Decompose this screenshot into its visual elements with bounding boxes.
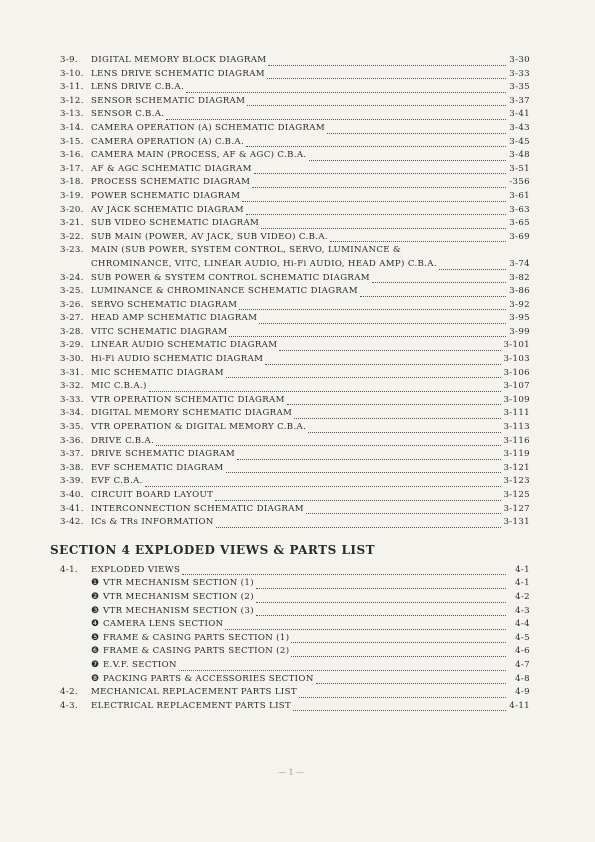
entry-number: 3-28. <box>60 326 84 337</box>
toc-entry <box>60 490 530 504</box>
entry-page: 3-119 <box>503 449 530 460</box>
toc-entry <box>60 449 530 463</box>
entry-page: 3-35 <box>509 82 530 93</box>
entry-page: 4-6 <box>515 646 530 657</box>
toc-section-4 <box>60 565 530 715</box>
entry-page: 3-43 <box>509 122 530 133</box>
toc-entry <box>60 517 530 531</box>
toc-entry <box>60 354 530 368</box>
entry-page: 3-99 <box>509 326 530 337</box>
entry-title: CHROMINANCE, VITC, LINEAR AUDIO, Hi-Fi AUDIO, HEAD AMP) C.B.A. <box>91 258 437 269</box>
entry-page: 3-48 <box>509 150 530 161</box>
toc-entry <box>60 137 530 151</box>
entry-page: 3-33 <box>509 68 530 79</box>
entry-page: 3-106 <box>503 367 530 378</box>
entry-marker: ❶ <box>91 578 100 589</box>
entry-marker: ❷ <box>91 591 100 602</box>
entry-number: 3-22. <box>60 231 84 242</box>
toc-entry <box>60 273 530 287</box>
entry-title: MECHANICAL REPLACEMENT PARTS LIST <box>91 687 297 698</box>
entry-page: 3-107 <box>503 381 530 392</box>
entry-number: 4-2. <box>60 687 78 698</box>
toc-entry <box>60 164 530 178</box>
entry-title: CAMERA OPERATION (A) C.B.A. <box>91 136 245 147</box>
entry-number: 3-9. <box>60 55 78 65</box>
entry-title: VITC SCHEMATIC DIAGRAM <box>91 326 228 337</box>
entry-marker: ❹ <box>91 619 100 630</box>
entry-number: 3-10. <box>60 68 84 79</box>
entry-page: 3-82 <box>509 272 530 283</box>
toc-entry <box>60 395 530 409</box>
entry-title: DRIVE C.B.A. <box>91 435 155 446</box>
entry-number: 3-12. <box>60 95 84 106</box>
toc-subentry <box>60 606 530 620</box>
entry-number: 3-17. <box>60 163 84 174</box>
toc-entry <box>60 218 530 232</box>
toc-entry <box>60 82 530 96</box>
entry-title: ICs & TRs INFORMATION <box>91 517 214 528</box>
entry-page: 4-2 <box>515 591 530 602</box>
toc-entry <box>60 327 530 341</box>
entry-title: SENSOR C.B.A. <box>91 109 165 120</box>
toc-entry <box>60 69 530 83</box>
toc-entry <box>60 177 530 191</box>
toc-entry <box>60 436 530 450</box>
toc-entry-3-23-line1 <box>60 245 530 259</box>
entry-page: 3-30 <box>509 55 530 65</box>
entry-page: 3-74 <box>509 258 530 269</box>
toc-entry <box>60 300 530 314</box>
entry-title: EVF SCHEMATIC DIAGRAM <box>91 462 224 473</box>
entry-page: 3-92 <box>509 299 530 310</box>
entry-title: PROCESS SCHEMATIC DIAGRAM <box>91 177 251 188</box>
toc-entry <box>60 463 530 477</box>
entry-page: 4-1 <box>515 578 530 589</box>
toc-subentry <box>60 578 530 592</box>
entry-title: CIRCUIT BOARD LAYOUT <box>91 490 214 500</box>
entry-page: 3-61 <box>509 190 530 201</box>
entry-marker: ❺ <box>91 632 100 643</box>
entry-number: 3-32. <box>60 381 84 392</box>
entry-marker: ❻ <box>91 646 100 657</box>
entry-title: VTR MECHANISM SECTION (1) <box>103 578 254 589</box>
toc-entry <box>60 565 530 579</box>
entry-page: 3-121 <box>503 462 530 473</box>
entry-number: 3-25. <box>60 286 84 297</box>
toc-subentry <box>60 660 530 674</box>
table-of-contents <box>50 55 530 714</box>
entry-number: 3-36. <box>60 435 84 446</box>
entry-page: 4-7 <box>515 659 530 670</box>
section-4-heading: SECTION 4 EXPLODED VIEWS & PARTS LIST <box>50 542 376 557</box>
entry-page: 3-51 <box>509 163 530 174</box>
toc-entry <box>60 687 530 701</box>
entry-number: 3-27. <box>60 313 84 324</box>
entry-number: 3-41. <box>60 503 84 514</box>
entry-title: SERVO SCHEMATIC DIAGRAM <box>91 299 238 310</box>
entry-title: DIGITAL MEMORY BLOCK DIAGRAM <box>91 55 267 65</box>
toc-subentry <box>60 592 530 606</box>
toc-entry <box>60 55 530 69</box>
toc-subentry <box>60 633 530 647</box>
toc-entry <box>60 150 530 164</box>
entry-page: 3-95 <box>509 313 530 324</box>
entry-page: 3-109 <box>503 394 530 405</box>
entry-title: LENS DRIVE C.B.A. <box>91 82 185 93</box>
entry-page: 3-37 <box>509 95 530 106</box>
entry-page: 3-127 <box>503 503 530 514</box>
entry-number: 3-19. <box>60 190 84 201</box>
entry-page: 4-1 <box>515 564 530 575</box>
entry-title: FRAME & CASING PARTS SECTION (1) <box>103 632 290 643</box>
entry-title: CAMERA MAIN (PROCESS, AF & AGC) C.B.A. <box>91 150 307 161</box>
entry-page: 3-116 <box>503 435 530 446</box>
entry-number: 3-11. <box>60 82 84 93</box>
entry-title: HEAD AMP SCHEMATIC DIAGRAM <box>91 313 258 324</box>
entry-page: 4-3 <box>515 605 530 616</box>
toc-subentry <box>60 646 530 660</box>
toc-entry <box>60 232 530 246</box>
entry-title: SUB MAIN (POWER, AV JACK, SUB VIDEO) C.B.A. <box>91 231 328 242</box>
entry-title: DIGITAL MEMORY SCHEMATIC DIAGRAM <box>91 408 293 419</box>
toc-entry <box>60 701 530 715</box>
entry-number: 3-40. <box>60 490 84 500</box>
toc-entry <box>60 109 530 123</box>
entry-number: 3-38. <box>60 462 84 473</box>
entry-title: CAMERA LENS SECTION <box>103 619 224 630</box>
entry-page: 3-125 <box>503 490 530 500</box>
entry-title: VTR MECHANISM SECTION (2) <box>103 591 254 602</box>
page-footer: — 1 — <box>278 768 305 777</box>
toc-entry <box>60 340 530 354</box>
entry-title: E.V.F. SECTION <box>103 659 177 670</box>
toc-entry <box>60 286 530 300</box>
entry-number: 3-18. <box>60 177 84 188</box>
entry-title: ELECTRICAL REPLACEMENT PARTS LIST <box>91 700 292 711</box>
entry-title: VTR OPERATION & DIGITAL MEMORY C.B.A. <box>91 422 307 433</box>
toc-section-3-part2 <box>60 273 530 531</box>
toc-entry <box>60 191 530 205</box>
entry-title: AV JACK SCHEMATIC DIAGRAM <box>91 204 244 215</box>
entry-number: 3-14. <box>60 122 84 133</box>
entry-title: VTR MECHANISM SECTION (3) <box>103 605 254 616</box>
entry-title: SUB POWER & SYSTEM CONTROL SCHEMATIC DIAGRAM <box>91 272 370 283</box>
entry-title: SUB VIDEO SCHEMATIC DIAGRAM <box>91 218 260 229</box>
entry-title: EVF C.B.A. <box>91 476 143 487</box>
toc-entry <box>60 368 530 382</box>
entry-number: 3-39. <box>60 476 84 487</box>
entry-number: 3-15. <box>60 136 84 147</box>
entry-page: 4-4 <box>515 619 530 630</box>
entry-number: 3-33. <box>60 394 84 405</box>
entry-marker: ❽ <box>91 673 100 684</box>
toc-entry <box>60 381 530 395</box>
entry-page: 3-69 <box>509 231 530 242</box>
entry-title: FRAME & CASING PARTS SECTION (2) <box>103 646 290 657</box>
entry-title: VTR OPERATION SCHEMATIC DIAGRAM <box>91 394 285 405</box>
entry-title: LINEAR AUDIO SCHEMATIC DIAGRAM <box>91 340 278 351</box>
entry-number: 3-31. <box>60 367 84 378</box>
entry-page: 3-65 <box>509 218 530 229</box>
entry-number: 3-16. <box>60 150 84 161</box>
entry-title: LENS DRIVE SCHEMATIC DIAGRAM <box>91 68 265 79</box>
entry-number: 3-29. <box>60 340 84 351</box>
entry-marker: ❼ <box>91 659 100 670</box>
entry-page: -356 <box>509 177 530 188</box>
entry-number: 3-30. <box>60 354 84 365</box>
toc-entry <box>60 123 530 137</box>
entry-number: 3-35. <box>60 422 84 433</box>
entry-title: CAMERA OPERATION (A) SCHEMATIC DIAGRAM <box>91 122 325 133</box>
entry-page: 3-103 <box>503 354 530 365</box>
entry-page: 3-63 <box>509 204 530 215</box>
toc-entry <box>60 313 530 327</box>
entry-page: 3-123 <box>503 476 530 487</box>
toc-entry <box>60 408 530 422</box>
entry-page: 3-41 <box>509 109 530 120</box>
toc-entry <box>60 205 530 219</box>
entry-number: 3-23. <box>60 245 84 256</box>
toc-entry-3-23-line2 <box>60 259 530 273</box>
entry-title: EXPLODED VIEWS <box>91 564 181 575</box>
entry-title: SENSOR SCHEMATIC DIAGRAM <box>91 95 246 106</box>
entry-title: MAIN (SUB POWER, SYSTEM CONTROL, SERVO, LUMINANCE & <box>91 245 401 256</box>
entry-number: 3-37. <box>60 449 84 460</box>
entry-marker: ❸ <box>91 605 100 616</box>
toc-entry <box>60 96 530 110</box>
entry-title: Hi-Fi AUDIO SCHEMATIC DIAGRAM <box>91 354 264 365</box>
entry-page: 3-111 <box>503 408 530 419</box>
entry-title: PACKING PARTS & ACCESSORIES SECTION <box>103 673 314 684</box>
entry-number: 3-24. <box>60 272 84 283</box>
entry-number: 3-34. <box>60 408 84 419</box>
entry-title: DRIVE SCHEMATIC DIAGRAM <box>91 449 236 460</box>
entry-title: POWER SCHEMATIC DIAGRAM <box>91 190 241 201</box>
entry-title: MIC C.B.A.) <box>91 381 147 392</box>
entry-number: 3-42. <box>60 517 84 528</box>
entry-title: AF & AGC SCHEMATIC DIAGRAM <box>91 163 252 174</box>
entry-number: 3-20. <box>60 204 84 215</box>
toc-section-3-part1 <box>60 55 530 245</box>
entry-number: 3-21. <box>60 218 84 229</box>
entry-page: 3-101 <box>503 340 530 351</box>
entry-page: 3-113 <box>503 422 530 433</box>
toc-entry <box>60 476 530 490</box>
entry-page: 4-5 <box>515 632 530 643</box>
entry-page: 4-8 <box>515 673 530 684</box>
toc-entry <box>60 422 530 436</box>
entry-title: LUMINANCE & CHROMINANCE SCHEMATIC DIAGRAM <box>91 286 358 297</box>
entry-page: 3-86 <box>509 286 530 297</box>
entry-title: MIC SCHEMATIC DIAGRAM <box>91 367 224 378</box>
toc-subentry <box>60 674 530 688</box>
entry-page: 3-45 <box>509 136 530 147</box>
entry-number: 3-26. <box>60 299 84 310</box>
entry-page: 3-131 <box>503 517 530 528</box>
entry-page: 4-11 <box>509 700 530 711</box>
entry-number: 3-13. <box>60 109 84 120</box>
toc-entry <box>60 504 530 518</box>
entry-number: 4-3. <box>60 700 78 711</box>
toc-subentry <box>60 619 530 633</box>
entry-page: 4-9 <box>515 687 530 698</box>
entry-title: INTERCONNECTION SCHEMATIC DIAGRAM <box>91 503 304 514</box>
entry-number: 4-1. <box>60 564 78 575</box>
